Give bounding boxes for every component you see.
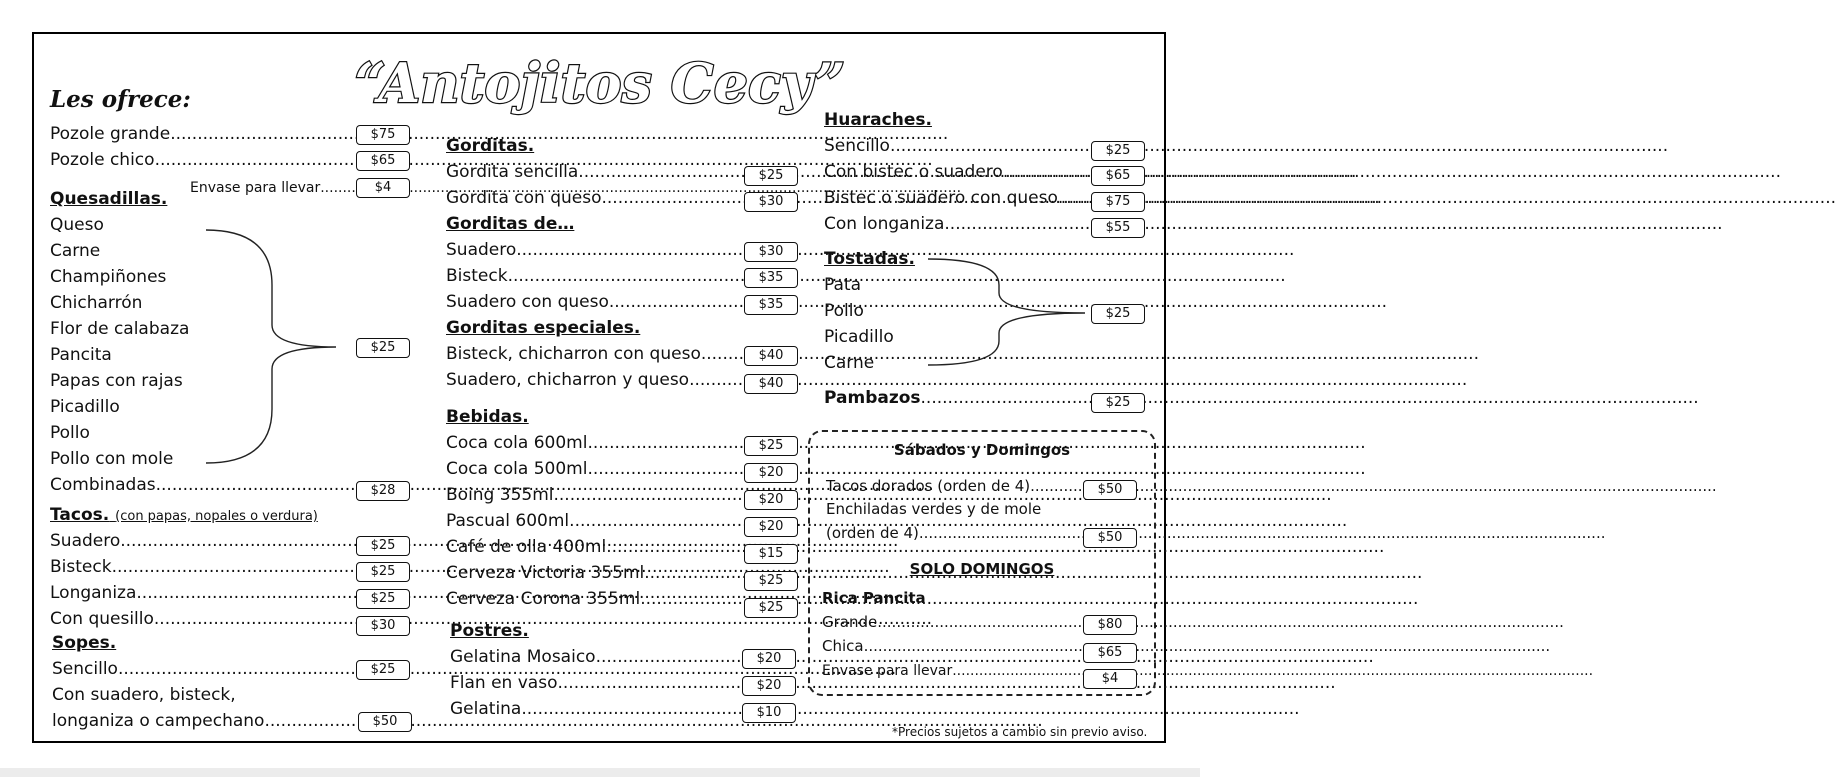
bebidas-heading: Bebidas. <box>446 407 529 427</box>
price-tag: $25 <box>356 536 410 556</box>
price-tag: $25 <box>356 660 410 680</box>
postre-line: Gelatina ..... <box>450 699 738 719</box>
price-tag: $25 <box>744 166 798 186</box>
tostadas-brace <box>925 255 1090 375</box>
price-tag: $30 <box>744 242 798 262</box>
quesadilla-item: Carne <box>50 241 101 261</box>
disclaimer: *Precios sujetos a cambio sin previo aviso. <box>892 725 1148 739</box>
weekend-line: (orden de 4) ..... <box>826 523 1080 543</box>
taco-line: Con quesillo ..... <box>50 609 352 629</box>
price-tag: $25 <box>744 436 798 456</box>
menu-title <box>354 30 846 120</box>
price-tag: $25 <box>356 562 410 582</box>
gorditas-heading: Gorditas. <box>446 136 535 156</box>
quesadilla-item: Pollo <box>50 423 90 443</box>
quesadilla-item: Picadillo <box>50 397 120 417</box>
gorditas-de-heading: Gorditas de… <box>446 214 575 234</box>
quesadilla-item: Queso <box>50 215 104 235</box>
price-tag: $50 <box>1083 528 1137 548</box>
huarache-line: Sencillo ..... <box>824 136 1086 156</box>
price-tag: $30 <box>356 616 410 636</box>
price-tag: $25 <box>1091 304 1145 324</box>
rica-pancita-subheading: Rica Pancita <box>822 589 926 607</box>
price-tag: $10 <box>742 703 796 723</box>
price-tag: $20 <box>742 649 796 669</box>
price-tag: $75 <box>1091 192 1145 212</box>
price-tag: $25 <box>356 338 410 358</box>
quesadilla-item: Champiñones <box>50 267 167 287</box>
price-tag: $20 <box>742 676 796 696</box>
bebida-line: Café de olla 400ml ..... <box>446 537 740 557</box>
tostada-item: Picadillo <box>824 327 894 347</box>
tacos-heading: Tacos. (con papas, nopales o verdura) <box>50 505 318 525</box>
price-tag: $25 <box>356 589 410 609</box>
sope-line: Sencillo ..... <box>52 659 352 679</box>
gordita-especial-line: Suadero, chicharron y queso ..... <box>446 370 740 390</box>
price-tag: $65 <box>1083 643 1137 663</box>
sopes-heading: Sopes. <box>52 633 117 653</box>
tostadas-heading: Tostadas. <box>824 249 915 269</box>
quesadilla-item: Pollo con mole <box>50 449 174 469</box>
taco-line: Suadero ..... <box>50 531 352 551</box>
price-tag: $15 <box>744 544 798 564</box>
quesadilla-item: Chicharrón <box>50 293 143 313</box>
tostada-item: Carne <box>824 353 875 373</box>
bebida-line: Coca cola 500ml ..... <box>446 459 740 479</box>
price-tag: $25 <box>744 571 798 591</box>
price-tag: $35 <box>744 295 798 315</box>
price-tag: $55 <box>1091 218 1145 238</box>
price-tag: $28 <box>356 481 410 501</box>
huaraches-heading: Huaraches. <box>824 110 932 130</box>
price-tag: $20 <box>744 517 798 537</box>
quesadilla-item: Pancita <box>50 345 112 365</box>
price-tag: $65 <box>356 151 410 171</box>
price-tag: $20 <box>744 490 798 510</box>
quesadillas-heading: Quesadillas. <box>50 189 168 209</box>
gorditas-especiales-heading: Gorditas especiales. <box>446 318 641 338</box>
price-tag: $40 <box>744 374 798 394</box>
price-tag: $35 <box>744 268 798 288</box>
price-tag: $65 <box>1091 166 1145 186</box>
quesadilla-item: Papas con rajas <box>50 371 183 391</box>
price-tag: $4 <box>356 178 410 198</box>
bebida-line: Boing 355ml ..... <box>446 485 740 505</box>
envase-line: Envase para llevar ..... <box>190 180 352 196</box>
bebida-line: Coca cola 600ml ..... <box>446 433 740 453</box>
price-tag: $25 <box>1091 393 1145 413</box>
pancita-line: Envase para llevar ..... <box>822 663 1080 679</box>
price-tag: $25 <box>1091 141 1145 161</box>
postres-heading: Postres. <box>450 621 529 641</box>
price-tag: $4 <box>1083 669 1137 689</box>
price-tag: $30 <box>744 192 798 212</box>
sope-line: longaniza o campechano ..... <box>52 711 354 731</box>
price-tag: $40 <box>744 346 798 366</box>
postre-line: Gelatina Mosaico ..... <box>450 647 738 667</box>
tostada-item: Pollo <box>824 301 864 321</box>
huarache-line: Con longaniza ..... <box>824 214 1086 234</box>
price-tag: $50 <box>358 712 412 732</box>
gordita-de-line: Suadero con queso ..... <box>446 292 740 312</box>
taco-line: Bisteck ..... <box>50 557 352 577</box>
gordita-de-line: Suadero ..... <box>446 240 740 260</box>
quesadilla-item: Flor de calabaza <box>50 319 190 339</box>
tostada-item: Pata <box>824 275 861 295</box>
sope-text: Con suadero, bisteck, <box>52 685 236 705</box>
taco-line: Longaniza ..... <box>50 583 352 603</box>
gordita-line: Gordita con queso ..... <box>446 188 740 208</box>
pozole-grande-line: Pozole grande ..... <box>50 124 352 144</box>
postre-line: Flan en vaso ..... <box>450 673 738 693</box>
huarache-line: Con bistec o suadero ..... <box>824 162 1086 182</box>
price-tag: $75 <box>356 125 410 145</box>
pancita-line: Chica ..... <box>822 636 1080 656</box>
huarache-line: Bistec o suadero con queso ..... <box>824 188 1086 208</box>
price-tag: $20 <box>744 463 798 483</box>
quesadillas-brace <box>200 225 360 470</box>
pozole-chico-line: Pozole chico ..... <box>50 150 352 170</box>
price-tag: $25 <box>744 598 798 618</box>
gordita-line: Gordita sencilla ..... <box>446 162 740 182</box>
gordita-de-line: Bisteck ..... <box>446 266 740 286</box>
offer-text: Les ofrece: <box>50 86 191 113</box>
weekend-text: Enchiladas verdes y de mole <box>826 500 1042 518</box>
solo-domingos-heading: SOLO DOMINGOS <box>909 560 1055 578</box>
price-tag: $80 <box>1083 615 1137 635</box>
gordita-especial-line: Bisteck, chicharron con queso ..... <box>446 344 740 364</box>
combinadas-line: Combinadas ..... <box>50 475 352 495</box>
weekend-heading: Sábados y Domingos <box>893 441 1071 459</box>
pambazos-line: Pambazos ..... <box>824 388 1086 408</box>
price-tag: $50 <box>1083 480 1137 500</box>
tacos-note: (con papas, nopales o verdura) <box>115 509 318 524</box>
weekend-line: Tacos dorados (orden de 4) ..... <box>826 476 1080 496</box>
svg-text:“Antojitos Cecy”: “Antojitos Cecy” <box>354 51 846 115</box>
bebida-line: Cerveza Corona 355ml ..... <box>446 589 740 609</box>
bottom-strip <box>0 768 1200 777</box>
pancita-line: Grande ..... <box>822 612 1080 632</box>
bebida-line: Cerveza Victoria 355ml ..... <box>446 563 740 583</box>
bebida-line: Pascual 600ml ..... <box>446 511 740 531</box>
